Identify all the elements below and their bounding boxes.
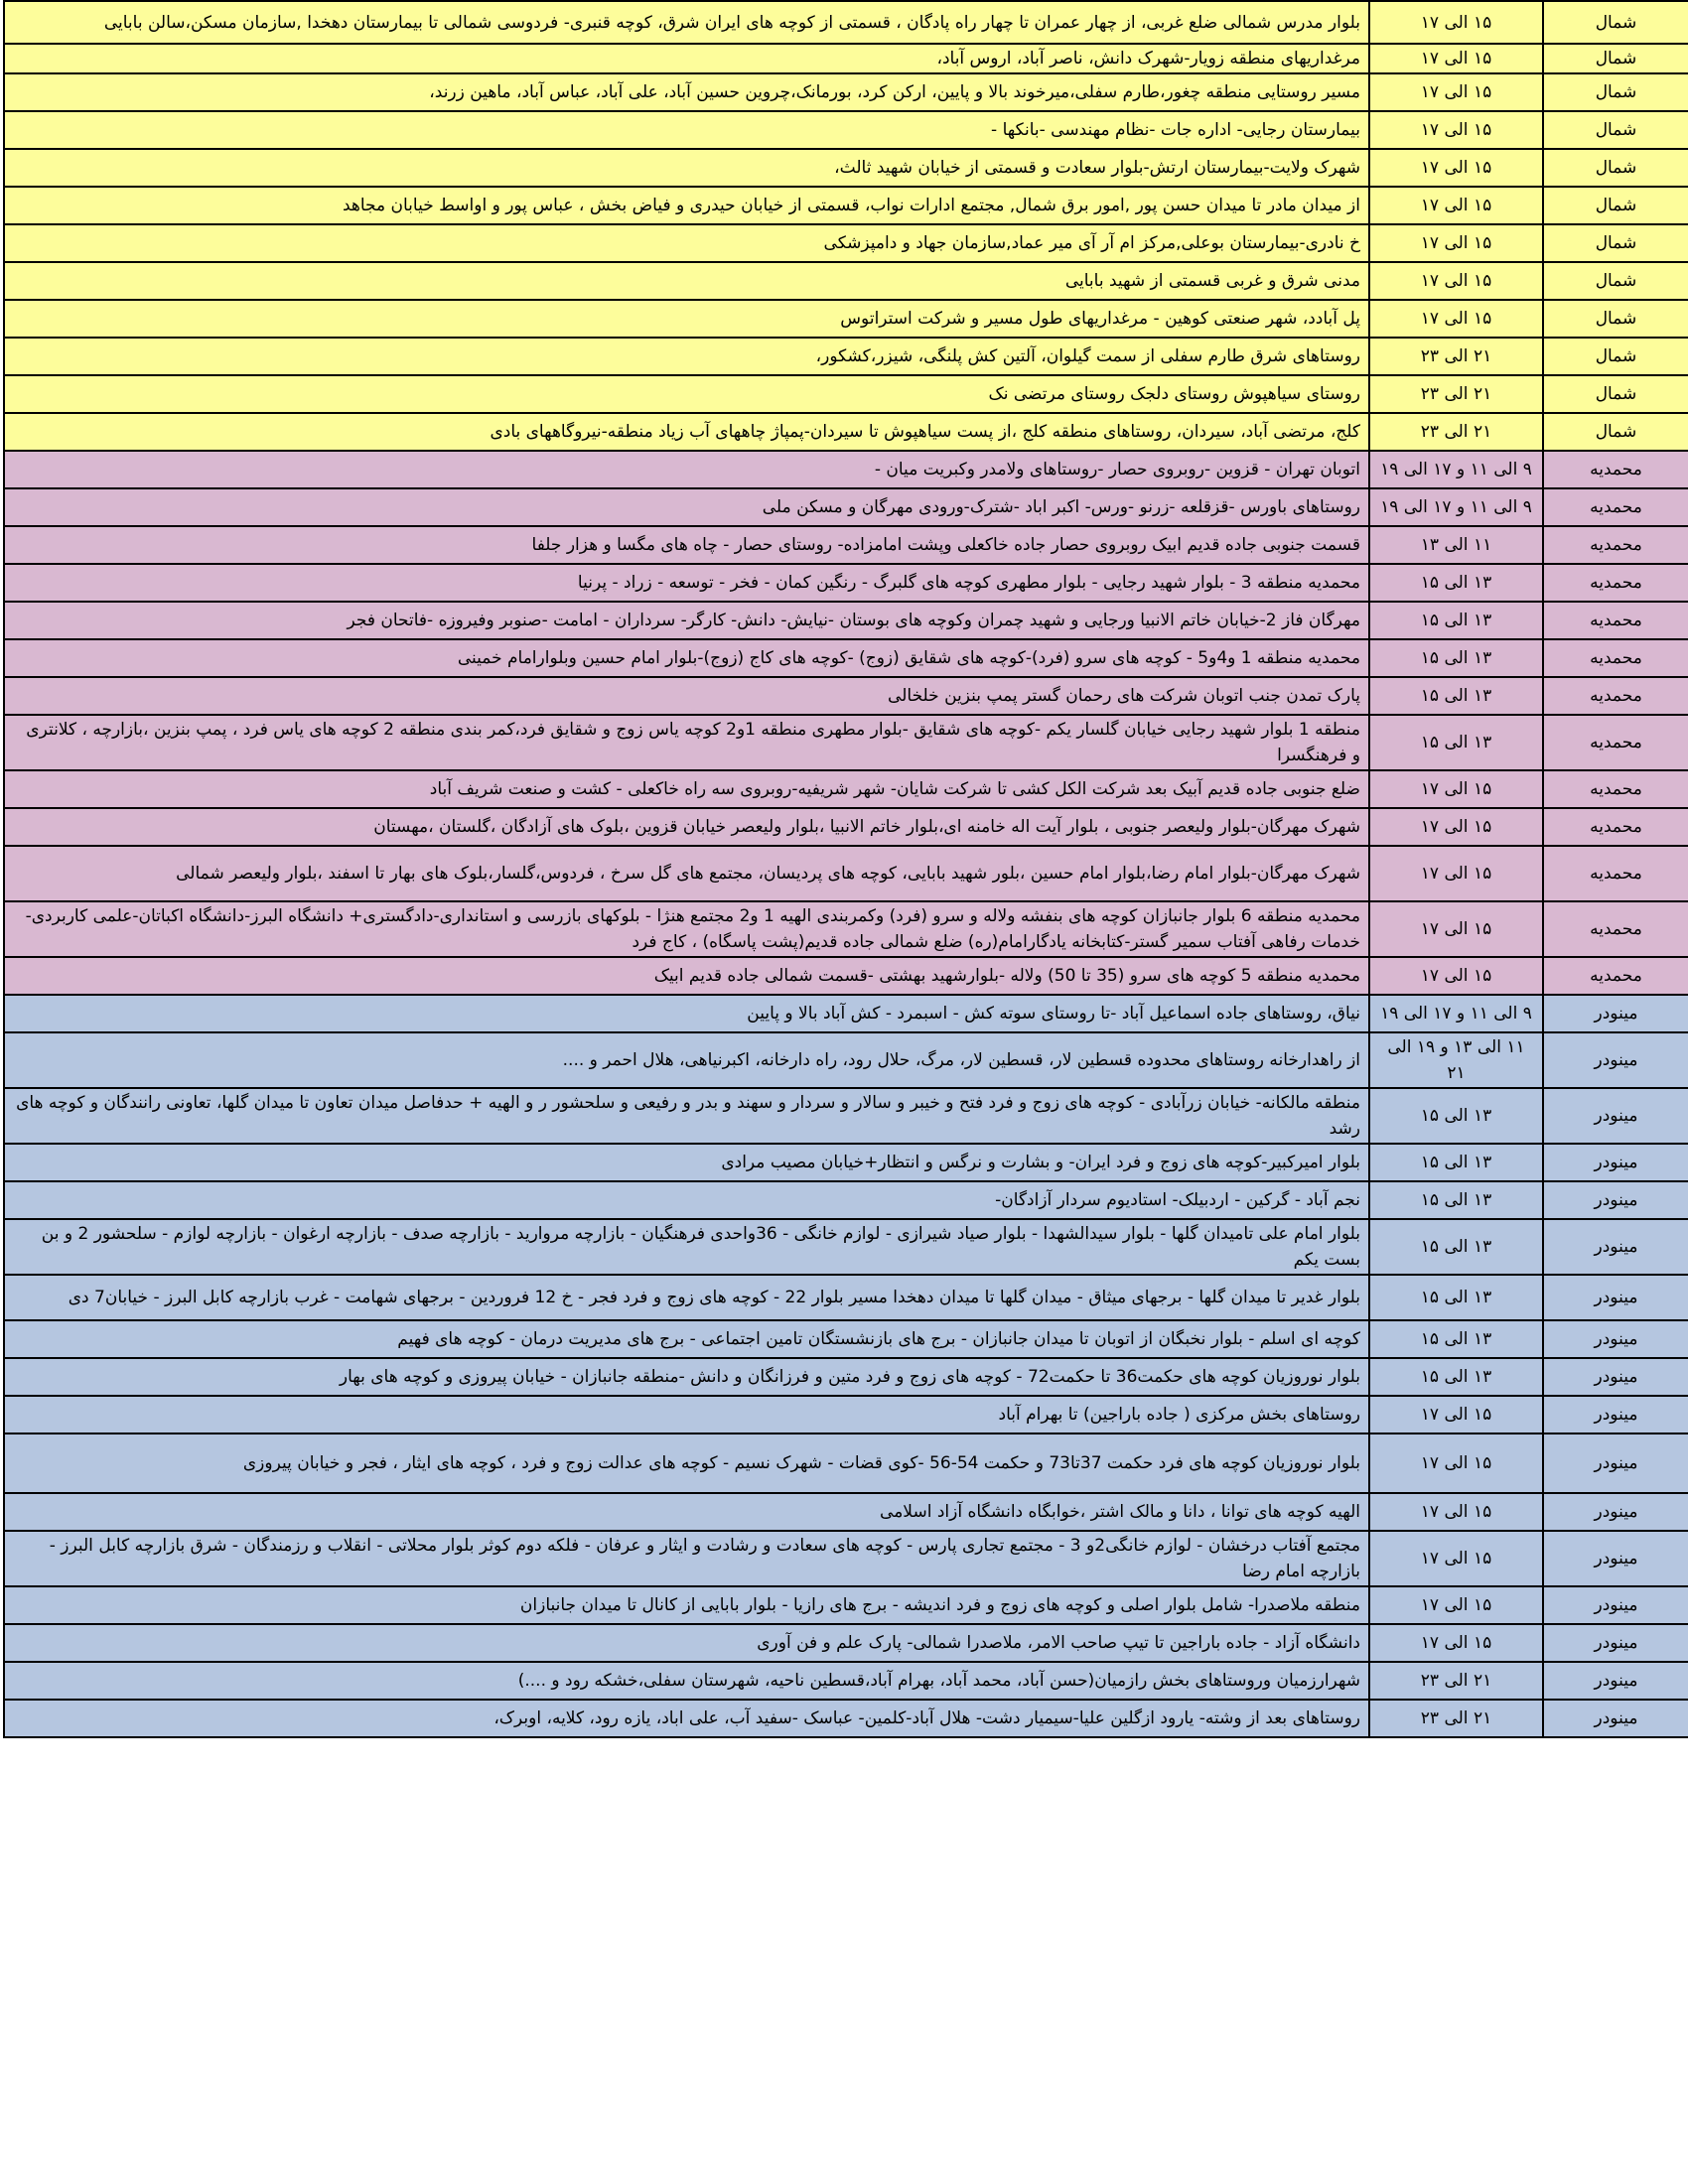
table-row — [4, 488, 1688, 526]
areas-cell: از راهدارخانه روستاهای محدوده قسطین لار، قسطین لار، مرگ، حلال رود، راه دارخانه، اکبرنیاهی، هلال احمر و .... — [4, 1032, 1369, 1088]
areas-cell: ضلع جنوبی جاده قدیم آبیک بعد شرکت الکل کشی تا شرکت شایان- شهر شریفیه-روبروی سه راه خاکعلی - کشت و صنعت شریف آباد — [4, 770, 1369, 808]
table-row — [4, 564, 1688, 602]
areas-cell: شهرک ولایت-بیمارستان ارتش-بلوار سعادت و قسمتی از خیابان شهید ثالث، — [4, 149, 1369, 187]
region-cell: مینودر — [1543, 995, 1688, 1032]
table-row — [4, 375, 1688, 413]
areas-cell: مهرگان فاز 2-خیابان خاتم الانبیا ورجایی و شهید چمران وکوچه های بوستان -نیایش- دانش- کارگر- سرداران - امامت -صنوبر وفیروزه -فاتحان فجر — [4, 602, 1369, 639]
areas-cell: نجم آباد - گرکین - اردبیلک- استادیوم سردار آزادگان- — [4, 1181, 1369, 1219]
hours-cell: ۱۵ الی ۱۷ — [1369, 846, 1543, 901]
table-row — [4, 1320, 1688, 1358]
table-row — [4, 1493, 1688, 1531]
outage-schedule-body — [4, 1, 1688, 1737]
areas-cell: کلج، مرتضی آباد، سیردان، روستاهای منطقه کلج ،از پست سیاهپوش تا سیردان-پمپاژ چاههای آب زیاد منطقه-نیروگاههای بادی — [4, 413, 1369, 451]
table-row — [4, 1032, 1688, 1088]
region-cell: شمال — [1543, 300, 1688, 338]
table-row — [4, 1700, 1688, 1737]
areas-cell: منطقه مالکانه- خیابان زرآبادی - کوچه های زوج و فرد فتح و خیبر و سالار و سردار و سهند و بدر و رفیعی و سلحشور ر و الهیه + حدفاصل میدان تعاون تا میدان گلها، تعاونی رانندگان و کوچه های رشد — [4, 1088, 1369, 1144]
region-cell: مینودر — [1543, 1219, 1688, 1275]
areas-cell: بلوار نوروزیان کوچه های فرد حکمت 37تا73 و حکمت 54-56 -کوی قضات - شهرک نسیم - کوچه های عدالت زوج و فرد ، کوچه های ایثار ، فجر و خیابان پیروزی — [4, 1433, 1369, 1493]
hours-cell: ۱۵ الی ۱۷ — [1369, 300, 1543, 338]
hours-cell: ۱۵ الی ۱۷ — [1369, 901, 1543, 957]
hours-cell: ۱۳ الی ۱۵ — [1369, 602, 1543, 639]
table-row — [4, 262, 1688, 300]
hours-cell: ۱۵ الی ۱۷ — [1369, 770, 1543, 808]
table-row — [4, 1, 1688, 44]
region-cell: محمدیه — [1543, 957, 1688, 995]
region-cell: مینودر — [1543, 1181, 1688, 1219]
areas-cell: منطقه ملاصدرا- شامل بلوار اصلی و کوچه های زوج و فرد اندیشه - برج های رازیا - بلوار بابایی از کانال تا میدان جانبازان — [4, 1586, 1369, 1624]
areas-cell: پل آبادد، شهر صنعتی کوهین - مرغداریهای طول مسیر و شرکت استراتوس — [4, 300, 1369, 338]
table-row — [4, 846, 1688, 901]
areas-cell: شهرک مهرگان-بلوار ولیعصر جنوبی ، بلوار آیت اله خامنه ای،بلوار خاتم الانبیا ،بلوار ولیعصر خیابان قزوین ،بلوک های آزادگان ،گلستان ،مهستان — [4, 808, 1369, 846]
hours-cell: ۱۵ الی ۱۷ — [1369, 262, 1543, 300]
hours-cell: ۲۱ الی ۲۳ — [1369, 1662, 1543, 1700]
region-cell: مینودر — [1543, 1531, 1688, 1586]
table-row — [4, 1144, 1688, 1181]
areas-cell: بلوار امام علی تامیدان گلها - بلوار سیدالشهدا - بلوار صیاد شیرازی - لوازم خانگی - 36واحدی فرهنگیان - بازارچه مرواريد - بازارچه صدف - بازارچه ارغوان - بازارچه لوازم - سلحشور 2 و بن بست یکم — [4, 1219, 1369, 1275]
hours-cell: ۱۵ الی ۱۷ — [1369, 44, 1543, 73]
areas-cell: بیمارستان رجایی- اداره جات -نظام مهندسی -بانکها - — [4, 111, 1369, 149]
areas-cell: بلوار غدیر تا میدان گلها - برجهای میثاق - میدان گلها تا میدان دهخدا مسیر بلوار 22 - کوچه های زوج و فرد فجر - خ 12 فروردین - برجهای شهامت - غرب بازارچه کابل البرز - خیابان7 دی — [4, 1275, 1369, 1320]
outage-schedule-table — [3, 0, 1688, 1738]
region-cell: شمال — [1543, 44, 1688, 73]
region-cell: مینودر — [1543, 1275, 1688, 1320]
region-cell: مینودر — [1543, 1396, 1688, 1433]
region-cell: مینودر — [1543, 1700, 1688, 1737]
areas-cell: بلوار نوروزیان کوچه های حکمت36 تا حکمت72 - کوچه های زوج و فرد متین و فرزانگان و دانش -منطقه جانبازان - خیابان پیروزی و کوچه های بهار — [4, 1358, 1369, 1396]
hours-cell: ۱۳ الی ۱۵ — [1369, 1320, 1543, 1358]
areas-cell: منطقه 1 بلوار شهید رجایی خیابان گلسار یکم -کوچه های شقایق -بلوار مطهری منطقه 1و2 کوچه یاس زوج و شقایق فرد،کمر بندی منطقه 2 کوچه های یاس فرد ، پمپ بنزین ،بازارچه ، کلانتری و فرهنگسرا — [4, 715, 1369, 770]
areas-cell: مسیر روستایی منطقه چغور،طارم سفلی،میرخوند بالا و پایین، ارکن کرد، بورمانک،چروین حسین آباد، علی آباد، عباس آباد، ماهین زرند، — [4, 73, 1369, 111]
table-row — [4, 901, 1688, 957]
hours-cell: ۱۵ الی ۱۷ — [1369, 1433, 1543, 1493]
region-cell: شمال — [1543, 187, 1688, 224]
hours-cell: ۱۵ الی ۱۷ — [1369, 73, 1543, 111]
hours-cell: ۹ الی ۱۱ و ۱۷ الی ۱۹ — [1369, 451, 1543, 488]
table-row — [4, 111, 1688, 149]
areas-cell: محمدیه منطقه 3 - بلوار شهید رجایی - بلوار مطهری کوچه های گلبرگ - رنگین کمان - فخر - توسعه - زراد - پرنیا — [4, 564, 1369, 602]
region-cell: مینودر — [1543, 1144, 1688, 1181]
region-cell: محمدیه — [1543, 526, 1688, 564]
table-row — [4, 187, 1688, 224]
hours-cell: ۱۳ الی ۱۵ — [1369, 1144, 1543, 1181]
table-row — [4, 149, 1688, 187]
table-row — [4, 677, 1688, 715]
table-row — [4, 1531, 1688, 1586]
region-cell: محمدیه — [1543, 564, 1688, 602]
table-row — [4, 715, 1688, 770]
table-row — [4, 1181, 1688, 1219]
table-row — [4, 1586, 1688, 1624]
hours-cell: ۹ الی ۱۱ و ۱۷ الی ۱۹ — [1369, 995, 1543, 1032]
areas-cell: شهرارزمیان وروستاهای بخش رازمیان(حسن آباد، محمد آباد، بهرام آباد،قسطین ناحیه، شهرستان سفلی،خشکه رود و ....) — [4, 1662, 1369, 1700]
hours-cell: ۱۵ الی ۱۷ — [1369, 1531, 1543, 1586]
hours-cell: ۱۵ الی ۱۷ — [1369, 187, 1543, 224]
region-cell: مینودر — [1543, 1493, 1688, 1531]
table-row — [4, 1624, 1688, 1662]
areas-cell: محمدیه منطقه 5 کوچه های سرو (35 تا 50) ولاله -بلوارشهید بهشتی -قسمت شمالی جاده قدیم ابیک — [4, 957, 1369, 995]
table-row — [4, 602, 1688, 639]
hours-cell: ۲۱ الی ۲۳ — [1369, 1700, 1543, 1737]
areas-cell: روستاهای بعد از وشته- یارود ازگلین علیا-سیمیار دشت- هلال آباد-کلمین- عباسک -سفید آب، علی اباد، یازه رود، کلایه، اوبرک، — [4, 1700, 1369, 1737]
table-row — [4, 639, 1688, 677]
region-cell: شمال — [1543, 73, 1688, 111]
table-row — [4, 957, 1688, 995]
hours-cell: ۱۵ الی ۱۷ — [1369, 149, 1543, 187]
hours-cell: ۱۳ الی ۱۵ — [1369, 677, 1543, 715]
areas-cell: مدنی شرق و غربی قسمتی از شهید بابایی — [4, 262, 1369, 300]
areas-cell: محمدیه منطقه 6 بلوار جانبازان کوچه های بنفشه ولاله و سرو (فرد) وکمربندی الهیه 1 و2 مجتمع هنژا - بلوکهای بازرسی و استانداری-دادگستری+ دانشگاه البرز-دانشگاه اکباتان-علمی کاربردی-خدمات رفاهی آفتاب سمیر گستر-کتابخانه یادگارامام(ره) ضلع شمالی جاده قدیم(پشت پاسگاه) ، کاج فرد — [4, 901, 1369, 957]
hours-cell: ۱۳ الی ۱۵ — [1369, 639, 1543, 677]
region-cell: مینودر — [1543, 1586, 1688, 1624]
region-cell: مینودر — [1543, 1320, 1688, 1358]
areas-cell: محمدیه منطقه 1 و4و5 - کوچه های سرو (فرد)-کوچه های شقایق (زوج) -کوچه های کاج (زوج)-بلوار امام حسین وبلوارامام خمینی — [4, 639, 1369, 677]
areas-cell: روستای سیاهپوش روستای دلجک روستای مرتضی نک — [4, 375, 1369, 413]
hours-cell: ۱۵ الی ۱۷ — [1369, 111, 1543, 149]
table-row — [4, 1219, 1688, 1275]
hours-cell: ۱۵ الی ۱۷ — [1369, 1, 1543, 44]
region-cell: محمدیه — [1543, 770, 1688, 808]
region-cell: شمال — [1543, 262, 1688, 300]
region-cell: شمال — [1543, 224, 1688, 262]
hours-cell: ۱۵ الی ۱۷ — [1369, 808, 1543, 846]
areas-cell: نیاق، روستاهای جاده اسماعیل آباد -تا روستای سوته کش - اسبمرد - کش آباد بالا و پایین — [4, 995, 1369, 1032]
table-row — [4, 1088, 1688, 1144]
region-cell: محمدیه — [1543, 677, 1688, 715]
hours-cell: ۱۵ الی ۱۷ — [1369, 1624, 1543, 1662]
table-row — [4, 526, 1688, 564]
areas-cell: بلوار امیرکبیر-کوچه های زوج و فرد ایران- و بشارت و نرگس و انتظار+خیابان مصیب مرادی — [4, 1144, 1369, 1181]
hours-cell: ۲۱ الی ۲۳ — [1369, 375, 1543, 413]
region-cell: شمال — [1543, 1, 1688, 44]
region-cell: شمال — [1543, 338, 1688, 375]
table-row — [4, 300, 1688, 338]
hours-cell: ۱۱ الی ۱۳ — [1369, 526, 1543, 564]
areas-cell: اتوبان تهران - قزوین -روبروی حصار -روستاهای ولامدر وکبریت میان - — [4, 451, 1369, 488]
areas-cell: بلوار مدرس شمالی ضلع غربی، از چهار عمران تا چهار راه پادگان ، قسمتی از کوچه های ایران شرق، کوچه قنبری- فردوسی شمالی تا بیمارستان دهخدا ,سازمان مسکن،سالن بابایی — [4, 1, 1369, 44]
areas-cell: خ نادری-بیمارستان بوعلی,مرکز ام آر آی میر عماد,سازمان جهاد و دامپزشکی — [4, 224, 1369, 262]
hours-cell: ۱۳ الی ۱۵ — [1369, 1358, 1543, 1396]
region-cell: مینودر — [1543, 1032, 1688, 1088]
region-cell: محمدیه — [1543, 451, 1688, 488]
hours-cell: ۱۳ الی ۱۵ — [1369, 1219, 1543, 1275]
areas-cell: شهرک مهرگان-بلوار امام رضا،بلوار امام حسین ،بلور شهید بابایی، کوچه های پردیسان، مجتمع های گل سرخ ، فردوس،گلسار،بلوک های بهار تا اسفند ،بلوار ولیعصر شمالی — [4, 846, 1369, 901]
table-row — [4, 413, 1688, 451]
hours-cell: ۱۵ الی ۱۷ — [1369, 1396, 1543, 1433]
hours-cell: ۱۳ الی ۱۵ — [1369, 1275, 1543, 1320]
table-row — [4, 1396, 1688, 1433]
areas-cell: از میدان مادر تا میدان حسن پور ,امور برق شمال, مجتمع ادارات نواب، قسمتی از خیابان حیدری و فیاض بخش ، عباس پور و اواسط خیابان مجاهد — [4, 187, 1369, 224]
region-cell: مینودر — [1543, 1358, 1688, 1396]
region-cell: محمدیه — [1543, 602, 1688, 639]
table-row — [4, 995, 1688, 1032]
table-row — [4, 808, 1688, 846]
hours-cell: ۲۱ الی ۲۳ — [1369, 338, 1543, 375]
hours-cell: ۱۳ الی ۱۵ — [1369, 1088, 1543, 1144]
region-cell: محمدیه — [1543, 639, 1688, 677]
region-cell: محمدیه — [1543, 901, 1688, 957]
table-row — [4, 73, 1688, 111]
areas-cell: قسمت جنوبی جاده قدیم ابیک روبروی حصار جاده خاکعلی وپشت امامزاده- روستای حصار - چاه های مگسا و هزار جلفا — [4, 526, 1369, 564]
hours-cell: ۱۳ الی ۱۵ — [1369, 1181, 1543, 1219]
region-cell: مینودر — [1543, 1433, 1688, 1493]
areas-cell: روستاهای باورس -قزقلعه -زرنو -ورس- اکبر اباد -شترک-ورودی مهرگان و مسکن ملی — [4, 488, 1369, 526]
region-cell: شمال — [1543, 375, 1688, 413]
areas-cell: الهیه کوچه های توانا ، دانا و مالک اشتر ،خوابگاه دانشگاه آزاد اسلامی — [4, 1493, 1369, 1531]
hours-cell: ۱۳ الی ۱۵ — [1369, 564, 1543, 602]
table-row — [4, 770, 1688, 808]
region-cell: شمال — [1543, 149, 1688, 187]
areas-cell: پارک تمدن جنب اتوبان شرکت های رحمان گستر پمپ بنزین خلخالی — [4, 677, 1369, 715]
table-row — [4, 1662, 1688, 1700]
region-cell: محمدیه — [1543, 846, 1688, 901]
areas-cell: روستاهای بخش مرکزی ( جاده باراجین) تا بهرام آباد — [4, 1396, 1369, 1433]
table-row — [4, 44, 1688, 73]
region-cell: محمدیه — [1543, 488, 1688, 526]
region-cell: شمال — [1543, 413, 1688, 451]
table-row — [4, 1433, 1688, 1493]
hours-cell: ۱۵ الی ۱۷ — [1369, 1493, 1543, 1531]
hours-cell: ۱۵ الی ۱۷ — [1369, 957, 1543, 995]
hours-cell: ۱۵ الی ۱۷ — [1369, 1586, 1543, 1624]
table-row — [4, 338, 1688, 375]
region-cell: محمدیه — [1543, 808, 1688, 846]
table-row — [4, 1358, 1688, 1396]
table-row — [4, 224, 1688, 262]
table-row — [4, 451, 1688, 488]
areas-cell: مجتمع آفتاب درخشان - لوازم خانگی2و 3 - مجتمع تجاری پارس - کوچه های سعادت و رشادت و ایثار و عرفان - فلکه دوم کوثر بلوار محلاتی - انقلاب و رزمندگان - شرق بازارچه کابل البرز - بازارچه امام رضا — [4, 1531, 1369, 1586]
table-row — [4, 1275, 1688, 1320]
areas-cell: دانشگاه آزاد - جاده باراجین تا تیپ صاحب الامر، ملاصدرا شمالی- پارک علم و فن آوری — [4, 1624, 1369, 1662]
hours-cell: ۹ الی ۱۱ و ۱۷ الی ۱۹ — [1369, 488, 1543, 526]
hours-cell: ۲۱ الی ۲۳ — [1369, 413, 1543, 451]
areas-cell: روستاهای شرق طارم سفلی از سمت گیلوان، آلتین کش پلنگی، شیزر،کشکور، — [4, 338, 1369, 375]
region-cell: مینودر — [1543, 1624, 1688, 1662]
region-cell: مینودر — [1543, 1662, 1688, 1700]
areas-cell: کوچه ای اسلم - بلوار نخبگان از اتوبان تا میدان جانبازان - برج های بازنشستگان تامین اجتماعی - برج های مدیریت درمان - کوچه های فهیم — [4, 1320, 1369, 1358]
hours-cell: ۱۵ الی ۱۷ — [1369, 224, 1543, 262]
hours-cell: ۱۱ الی ۱۳ و ۱۹ الی ۲۱ — [1369, 1032, 1543, 1088]
region-cell: محمدیه — [1543, 715, 1688, 770]
areas-cell: مرغداریهای منطقه زویار-شهرک دانش، ناصر آباد، اروس آباد، — [4, 44, 1369, 73]
region-cell: مینودر — [1543, 1088, 1688, 1144]
region-cell: شمال — [1543, 111, 1688, 149]
hours-cell: ۱۳ الی ۱۵ — [1369, 715, 1543, 770]
